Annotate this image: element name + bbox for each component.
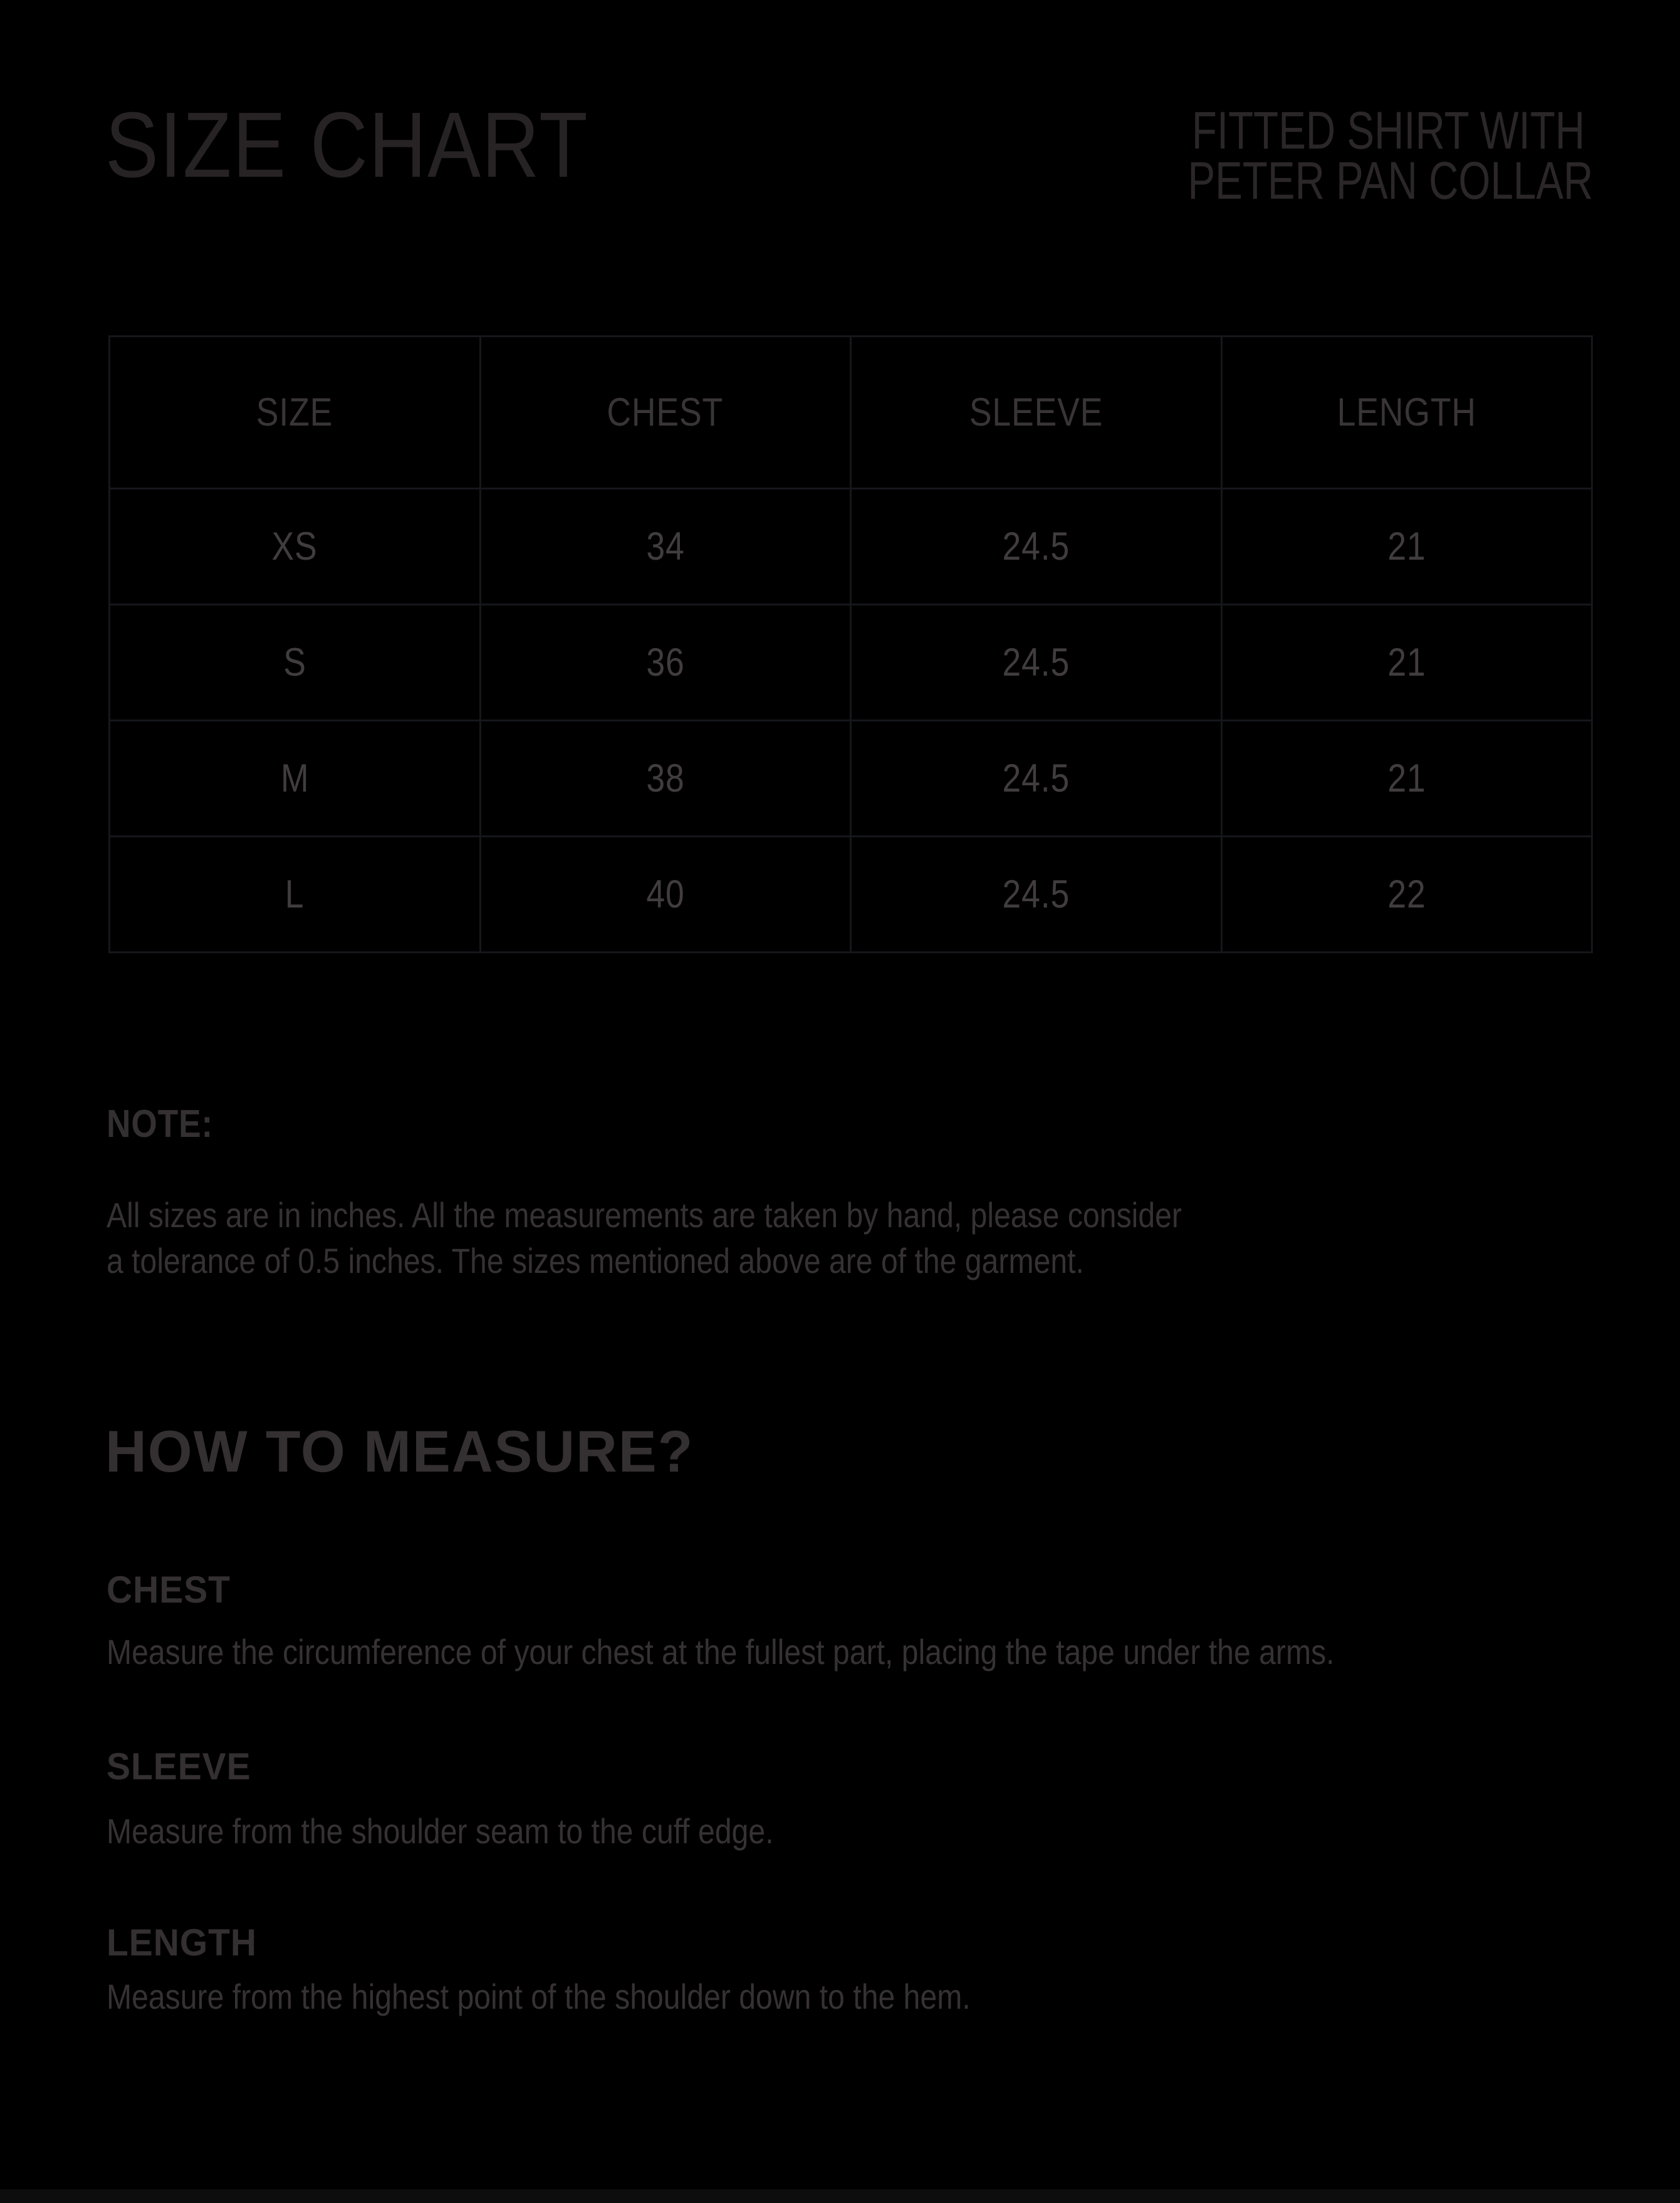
size-table [108,335,1593,953]
sleeve-section-body [107,1809,882,1854]
page-title [105,95,667,196]
length-section-heading-text: LENGTH [107,1922,258,1964]
table-row-s [110,605,1592,721]
cell-s-length [1221,605,1592,721]
how-to-measure-heading-text: HOW TO MEASURE? [105,1418,694,1484]
table-row-m [110,721,1592,837]
cell-l-sleeve-value: 24.5 [1002,872,1070,916]
header-cell-sleeve-label: SLEEVE [969,390,1103,434]
product-subtitle-line1: FITTED SHIRT WITH [1192,101,1585,160]
note-body-line2: a tolerance of 0.5 inches. The sizes mentioned above are of the garment. [107,1241,1084,1280]
cell-m-size-value: M [280,756,309,800]
product-subtitle-line2: PETER PAN COLLAR [1187,151,1593,210]
cell-m-length [1221,721,1592,837]
cell-l-sleeve [851,837,1222,953]
cell-s-sleeve-value: 24.5 [1002,641,1070,684]
page-title-text: SIZE CHART [105,93,589,197]
cell-m-length-value: 21 [1387,756,1426,800]
sleeve-section-heading-text: SLEEVE [107,1745,251,1787]
header-cell-size-label: SIZE [256,390,333,434]
size-table-header [110,337,1592,489]
cell-l-size-value: L [284,872,305,916]
chest-section-body-text: Measure the circumference of your chest at the fullest part, placing the tape under the arms. [107,1632,1335,1672]
chest-section-heading-text: CHEST [107,1569,231,1611]
header-cell-sleeve [851,337,1222,489]
cell-l-chest-value: 40 [646,872,685,916]
cell-s-chest-value: 36 [646,641,685,684]
chest-section-heading [107,1568,237,1611]
cell-m-chest-value: 38 [646,756,685,800]
table-row-xs [110,489,1592,605]
cell-xs-sleeve-value: 24.5 [1002,525,1070,568]
length-section-body [107,1974,1111,2019]
header-cell-chest-label: CHEST [607,390,724,434]
sleeve-section-body-text: Measure from the shoulder seam to the cuff edge. [107,1811,774,1851]
cell-s-size-value: S [283,641,306,684]
header-cell-length-label: LENGTH [1337,390,1476,434]
note-heading-text: NOTE: [107,1102,214,1146]
cell-l-length [1221,837,1592,953]
cell-xs-length-value: 21 [1387,525,1426,568]
cell-xs-chest [480,489,851,605]
cell-m-chest [480,721,851,837]
how-to-measure-heading [105,1418,712,1485]
product-subtitle [1073,101,1593,210]
size-table-header-row [110,337,1592,489]
header-cell-size [110,337,481,489]
note-heading [107,1102,231,1146]
footer-bar [0,2189,1680,2203]
length-section-body-text: Measure from the highest point of the shoulder down to the hem. [107,1977,971,2016]
size-table-body [110,489,1592,953]
cell-s-sleeve [851,605,1222,721]
length-section-heading [107,1921,265,1964]
cell-l-length-value: 22 [1387,872,1426,916]
sleeve-section-heading [107,1745,259,1788]
header-cell-chest [480,337,851,489]
cell-xs-size [110,489,481,605]
cell-xs-size-value: XS [271,525,318,568]
cell-m-sleeve-value: 24.5 [1002,756,1070,800]
cell-l-size [110,837,481,953]
cell-s-length-value: 21 [1387,641,1426,684]
cell-m-size [110,721,481,837]
cell-l-chest [480,837,851,953]
cell-xs-length [1221,489,1592,605]
cell-xs-chest-value: 34 [646,525,685,568]
header-cell-length [1221,337,1592,489]
note-body-line1: All sizes are in inches. All the measurements are taken by hand, please consider [107,1195,1182,1235]
cell-s-size [110,605,481,721]
cell-m-sleeve [851,721,1222,837]
table-row-l [110,837,1592,953]
note-body [107,1192,1357,1284]
cell-s-chest [480,605,851,721]
chest-section-body [107,1630,1535,1675]
cell-xs-sleeve [851,489,1222,605]
